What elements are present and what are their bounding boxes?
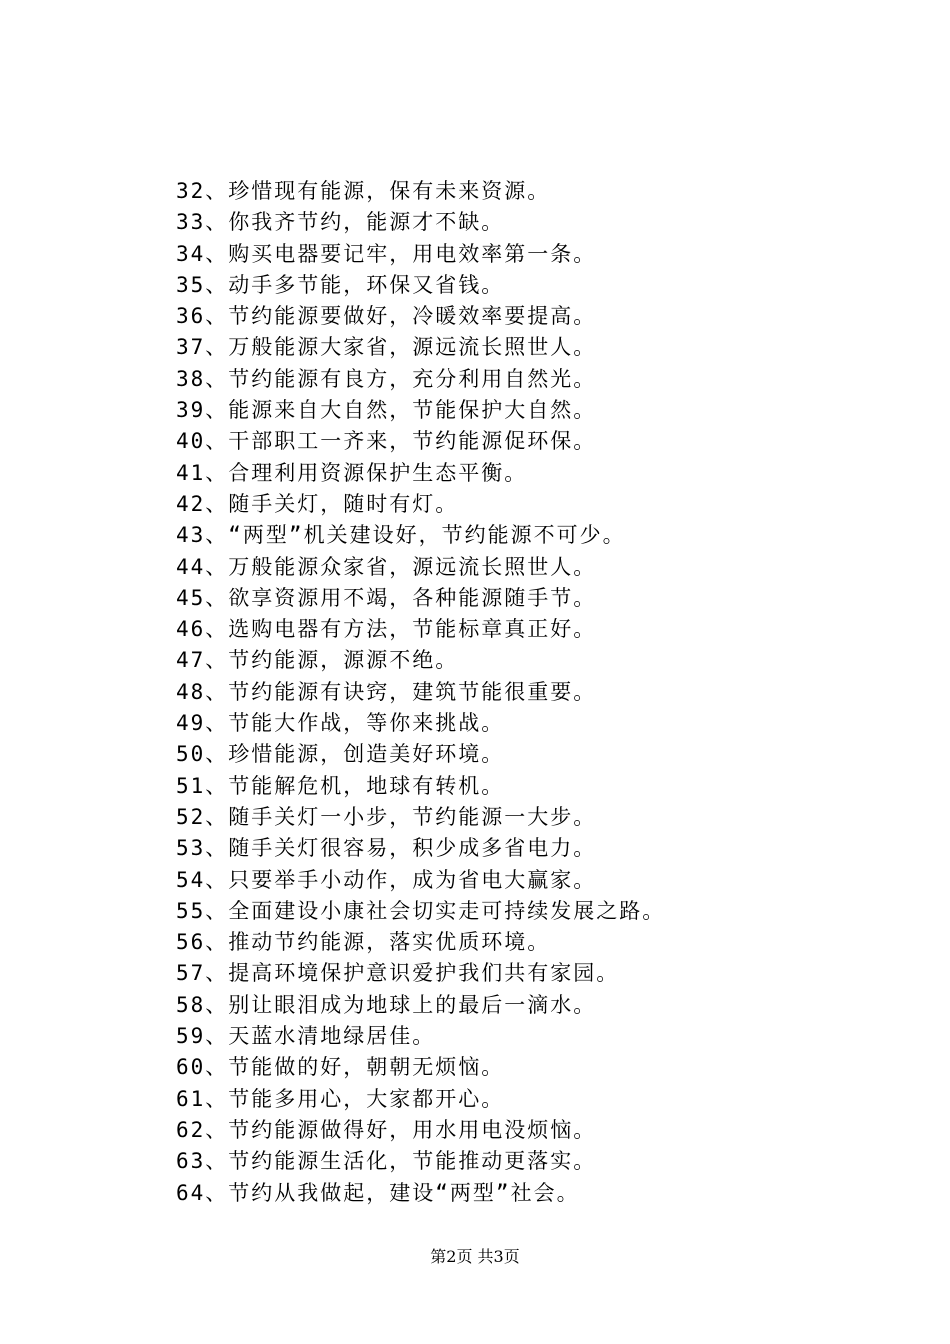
slogan-line: 56、推动节约能源，落实优质环境。 [176, 930, 551, 955]
page-number-footer: 第2页 共3页 [430, 1247, 520, 1266]
slogan-line: 47、节约能源，源源不绝。 [176, 648, 459, 673]
slogan-list [176, 176, 665, 1209]
slogan-line: 63、节约能源生活化，节能推动更落实。 [176, 1149, 597, 1174]
slogan-line: 39、能源来自大自然，节能保护大自然。 [176, 398, 597, 423]
slogan-line: 45、欲享资源用不竭，各种能源随手节。 [176, 585, 597, 610]
slogan-line: 53、随手关灯很容易，积少成多省电力。 [176, 836, 597, 861]
slogan-line: 42、随手关灯，随时有灯。 [176, 491, 459, 516]
slogan-line: 44、万般能源众家省，源远流长照世人。 [176, 554, 597, 579]
slogan-line: 41、合理利用资源保护生态平衡。 [176, 460, 528, 485]
slogan-line: 55、全面建设小康社会切实走可持续发展之路。 [176, 898, 666, 923]
slogan-line: 48、节约能源有诀窍，建筑节能很重要。 [176, 679, 597, 704]
slogan-line: 64、节约从我做起，建设“两型”社会。 [176, 1180, 580, 1205]
slogan-line: 61、节能多用心，大家都开心。 [176, 1086, 505, 1111]
slogan-line: 33、你我齐节约，能源才不缺。 [176, 210, 505, 235]
slogan-line: 37、万般能源大家省，源远流长照世人。 [176, 335, 597, 360]
slogan-line: 62、节约能源做得好，用水用电没烦恼。 [176, 1117, 597, 1142]
slogan-line: 50、珍惜能源，创造美好环境。 [176, 742, 505, 767]
slogan-line: 35、动手多节能，环保又省钱。 [176, 272, 505, 297]
slogan-line: 40、干部职工一齐来，节约能源促环保。 [176, 429, 597, 454]
slogan-line: 58、别让眼泪成为地球上的最后一滴水。 [176, 992, 597, 1017]
slogan-line: 32、珍惜现有能源，保有未来资源。 [176, 179, 551, 203]
slogan-line: 60、节能做的好，朝朝无烦恼。 [176, 1055, 505, 1080]
slogan-line: 52、随手关灯一小步，节约能源一大步。 [176, 804, 597, 829]
slogan-line: 38、节约能源有良方，充分利用自然光。 [176, 366, 597, 391]
slogan-line: 51、节能解危机，地球有转机。 [176, 773, 505, 798]
slogan-line: 46、选购电器有方法，节能标章真正好。 [176, 617, 597, 642]
slogan-line: 34、购买电器要记牢，用电效率第一条。 [176, 241, 597, 266]
slogan-line: 59、天蓝水清地绿居佳。 [176, 1024, 436, 1049]
slogan-line: 54、只要举手小动作，成为省电大赢家。 [176, 867, 597, 892]
slogan-line: 57、提高环境保护意识爱护我们共有家园。 [176, 961, 620, 986]
slogan-line: 43、“两型”机关建设好，节约能源不可少。 [176, 523, 626, 548]
slogan-line: 49、节能大作战，等你来挑战。 [176, 711, 505, 736]
slogan-line: 36、节约能源要做好，冷暖效率要提高。 [176, 304, 597, 329]
